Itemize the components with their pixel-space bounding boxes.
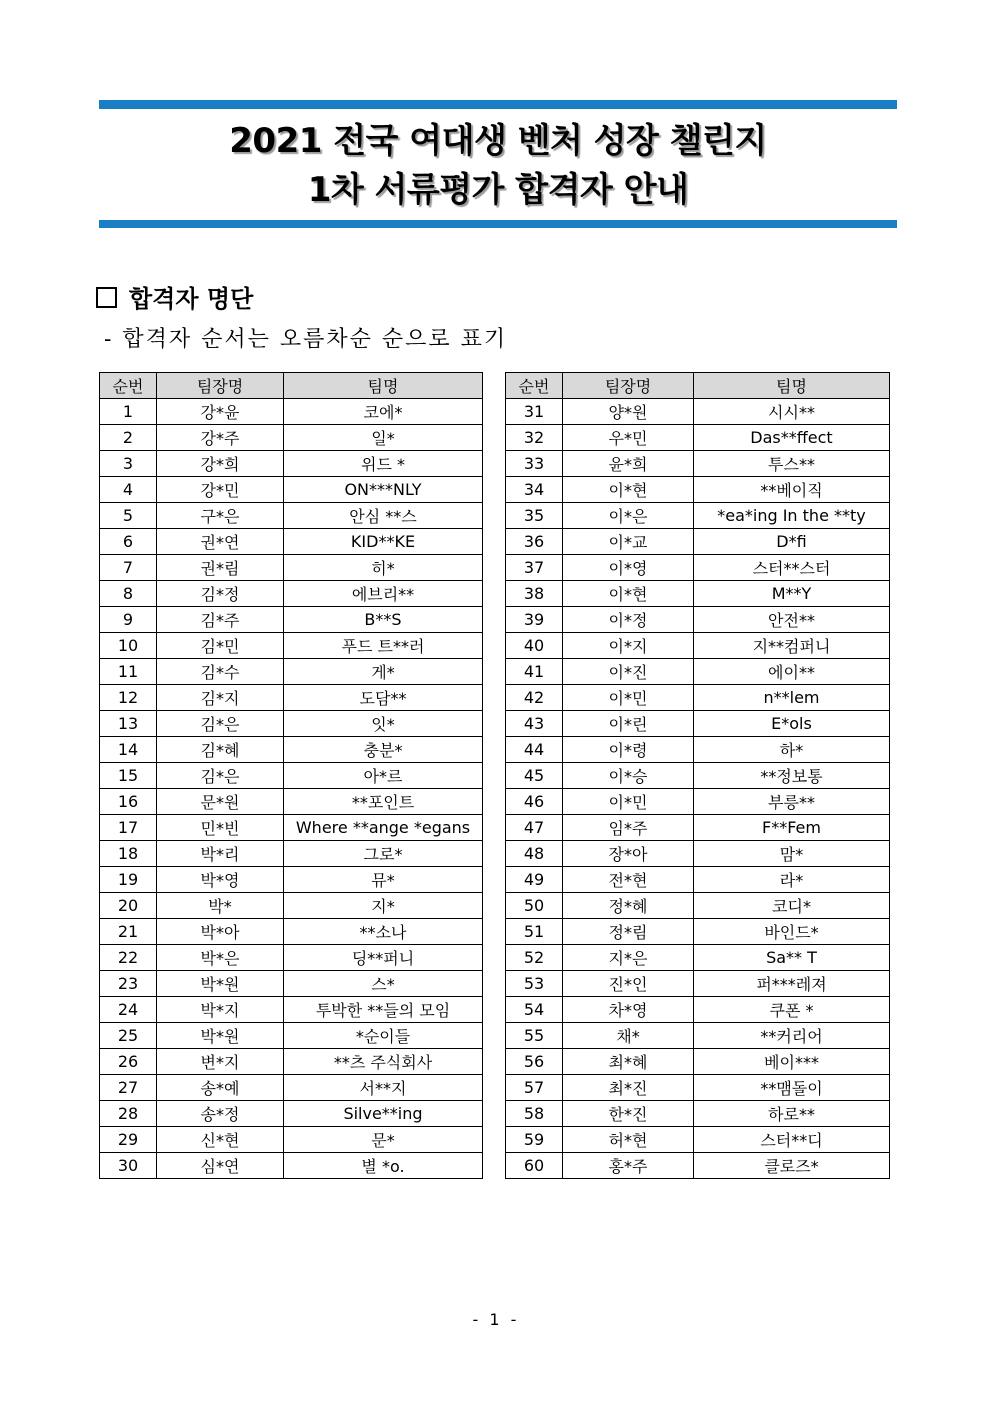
cell-leader-name: 이*지 <box>563 633 694 659</box>
cell-team-name: 문* <box>284 1127 483 1153</box>
cell-number: 3 <box>100 451 157 477</box>
cell-leader-name: 박*원 <box>157 1023 284 1049</box>
cell-leader-name: 임*주 <box>563 815 694 841</box>
cell-number: 59 <box>506 1127 563 1153</box>
cell-team-name: 라* <box>694 867 890 893</box>
table-row <box>100 711 483 737</box>
cell-leader-name: 김*지 <box>157 685 284 711</box>
cell-team-name: M**Y <box>694 581 890 607</box>
cell-leader-name: 이*교 <box>563 529 694 555</box>
table-row <box>506 971 890 997</box>
cell-number: 18 <box>100 841 157 867</box>
cell-team-name: 에이** <box>694 659 890 685</box>
cell-leader-name: 이*현 <box>563 581 694 607</box>
cell-team-name: 별 *o. <box>284 1153 483 1179</box>
cell-number: 27 <box>100 1075 157 1101</box>
cell-team-name: 안전** <box>694 607 890 633</box>
table-row <box>506 529 890 555</box>
cell-team-name: B**S <box>284 607 483 633</box>
cell-team-name: Das**ffect <box>694 425 890 451</box>
table-row <box>100 867 483 893</box>
cell-team-name: **커리어 <box>694 1023 890 1049</box>
title-rule-top <box>99 100 897 109</box>
cell-number: 33 <box>506 451 563 477</box>
title-rule-bottom <box>99 220 897 228</box>
table-row <box>506 451 890 477</box>
table-row <box>506 1153 890 1179</box>
cell-number: 57 <box>506 1075 563 1101</box>
cell-number: 48 <box>506 841 563 867</box>
cell-leader-name: 이*영 <box>563 555 694 581</box>
cell-team-name: **베이직 <box>694 477 890 503</box>
table-row <box>100 555 483 581</box>
cell-leader-name: 윤*희 <box>563 451 694 477</box>
cell-number: 43 <box>506 711 563 737</box>
cell-number: 6 <box>100 529 157 555</box>
table-row <box>100 1153 483 1179</box>
table-header-row <box>506 373 890 399</box>
cell-number: 36 <box>506 529 563 555</box>
header-leader: 팀장명 <box>157 373 284 399</box>
table-row <box>100 529 483 555</box>
table-row <box>100 503 483 529</box>
cell-number: 35 <box>506 503 563 529</box>
table-row <box>100 451 483 477</box>
table-row <box>100 1075 483 1101</box>
cell-leader-name: 이*령 <box>563 737 694 763</box>
cell-team-name: *ea*ing In the **ty <box>694 503 890 529</box>
table-row <box>506 1049 890 1075</box>
cell-leader-name: 김*주 <box>157 607 284 633</box>
cell-team-name: 뮤* <box>284 867 483 893</box>
cell-team-name: 지* <box>284 893 483 919</box>
cell-team-name: **츠 주식회사 <box>284 1049 483 1075</box>
cell-number: 29 <box>100 1127 157 1153</box>
cell-number: 9 <box>100 607 157 633</box>
cell-number: 8 <box>100 581 157 607</box>
cell-number: 21 <box>100 919 157 945</box>
table-row <box>506 399 890 425</box>
cell-team-name: 푸드 트**러 <box>284 633 483 659</box>
cell-number: 10 <box>100 633 157 659</box>
cell-leader-name: 박*리 <box>157 841 284 867</box>
cell-number: 20 <box>100 893 157 919</box>
cell-number: 49 <box>506 867 563 893</box>
table-row <box>100 633 483 659</box>
table-row <box>100 997 483 1023</box>
cell-leader-name: 김*은 <box>157 711 284 737</box>
cell-team-name: 퍼***레져 <box>694 971 890 997</box>
page-title-line2: 1차 서류평가 합격자 안내 <box>307 170 689 210</box>
cell-leader-name: 박*지 <box>157 997 284 1023</box>
cell-leader-name: 이*민 <box>563 789 694 815</box>
table-row <box>506 867 890 893</box>
cell-team-name: F**Fem <box>694 815 890 841</box>
cell-number: 55 <box>506 1023 563 1049</box>
cell-number: 12 <box>100 685 157 711</box>
page-number: - 1 - <box>472 1310 520 1329</box>
cell-number: 17 <box>100 815 157 841</box>
roster-table-left <box>99 372 483 1179</box>
cell-leader-name: 송*정 <box>157 1101 284 1127</box>
cell-leader-name: 정*혜 <box>563 893 694 919</box>
cell-team-name: 쿠폰 * <box>694 997 890 1023</box>
cell-leader-name: 송*예 <box>157 1075 284 1101</box>
table-row <box>100 1049 483 1075</box>
cell-leader-name: 민*빈 <box>157 815 284 841</box>
cell-number: 15 <box>100 763 157 789</box>
table-row <box>506 477 890 503</box>
cell-number: 5 <box>100 503 157 529</box>
header-team: 팀명 <box>284 373 483 399</box>
table-row <box>506 919 890 945</box>
cell-leader-name: 전*현 <box>563 867 694 893</box>
cell-team-name: 코에* <box>284 399 483 425</box>
cell-leader-name: 최*혜 <box>563 1049 694 1075</box>
cell-team-name: Sa** T <box>694 945 890 971</box>
table-row <box>100 425 483 451</box>
cell-team-name: 딩**퍼니 <box>284 945 483 971</box>
table-row <box>506 633 890 659</box>
table-row <box>506 425 890 451</box>
cell-number: 47 <box>506 815 563 841</box>
cell-number: 50 <box>506 893 563 919</box>
cell-leader-name: 정*림 <box>563 919 694 945</box>
table-row <box>506 789 890 815</box>
table-row <box>506 607 890 633</box>
cell-leader-name: 우*민 <box>563 425 694 451</box>
table-row <box>506 1023 890 1049</box>
cell-team-name: 일* <box>284 425 483 451</box>
cell-number: 24 <box>100 997 157 1023</box>
cell-team-name: 바인드* <box>694 919 890 945</box>
cell-number: 4 <box>100 477 157 503</box>
table-row <box>506 737 890 763</box>
cell-leader-name: 이*은 <box>563 503 694 529</box>
cell-leader-name: 채* <box>563 1023 694 1049</box>
cell-number: 22 <box>100 945 157 971</box>
cell-number: 2 <box>100 425 157 451</box>
table-row <box>506 659 890 685</box>
table-row <box>506 555 890 581</box>
cell-team-name: Where **ange *egans <box>284 815 483 841</box>
cell-leader-name: 양*원 <box>563 399 694 425</box>
table-row <box>100 659 483 685</box>
cell-team-name: 스터**스터 <box>694 555 890 581</box>
page-title-line1: 2021 전국 여대생 벤처 성장 챌린지 <box>229 121 767 161</box>
cell-leader-name: 최*진 <box>563 1075 694 1101</box>
cell-team-name: *순이들 <box>284 1023 483 1049</box>
cell-number: 60 <box>506 1153 563 1179</box>
cell-team-name: 게* <box>284 659 483 685</box>
cell-number: 11 <box>100 659 157 685</box>
cell-team-name: ON***NLY <box>284 477 483 503</box>
cell-number: 46 <box>506 789 563 815</box>
cell-team-name: 시시** <box>694 399 890 425</box>
table-row <box>506 1127 890 1153</box>
checkbox-square-icon <box>96 287 117 308</box>
cell-leader-name: 김*수 <box>157 659 284 685</box>
cell-team-name: 안심 **스 <box>284 503 483 529</box>
section-heading <box>96 282 253 316</box>
cell-team-name: 아*르 <box>284 763 483 789</box>
cell-team-name: 하* <box>694 737 890 763</box>
cell-leader-name: 지*은 <box>563 945 694 971</box>
cell-team-name: KID**KE <box>284 529 483 555</box>
cell-number: 54 <box>506 997 563 1023</box>
cell-number: 51 <box>506 919 563 945</box>
cell-team-name: E*ols <box>694 711 890 737</box>
cell-team-name: 충분* <box>284 737 483 763</box>
cell-leader-name: 강*민 <box>157 477 284 503</box>
cell-number: 13 <box>100 711 157 737</box>
cell-number: 45 <box>506 763 563 789</box>
cell-number: 52 <box>506 945 563 971</box>
table-row <box>100 607 483 633</box>
table-row <box>506 893 890 919</box>
table-row <box>100 815 483 841</box>
cell-leader-name: 허*현 <box>563 1127 694 1153</box>
table-row <box>506 685 890 711</box>
cell-team-name: **소나 <box>284 919 483 945</box>
cell-leader-name: 장*아 <box>563 841 694 867</box>
cell-team-name: 그로* <box>284 841 483 867</box>
header-team: 팀명 <box>694 373 890 399</box>
table-row <box>506 945 890 971</box>
cell-team-name: 스* <box>284 971 483 997</box>
cell-team-name: 에브리** <box>284 581 483 607</box>
cell-number: 41 <box>506 659 563 685</box>
cell-leader-name: 박*은 <box>157 945 284 971</box>
cell-team-name: D*fi <box>694 529 890 555</box>
cell-number: 37 <box>506 555 563 581</box>
table-row <box>506 841 890 867</box>
cell-team-name: 도담** <box>284 685 483 711</box>
cell-team-name: 지**컴퍼니 <box>694 633 890 659</box>
cell-team-name: **정보통 <box>694 763 890 789</box>
cell-number: 58 <box>506 1101 563 1127</box>
cell-leader-name: 이*진 <box>563 659 694 685</box>
table-row <box>506 1075 890 1101</box>
table-row <box>100 1023 483 1049</box>
cell-team-name: 하로** <box>694 1101 890 1127</box>
table-header-row <box>100 373 483 399</box>
cell-leader-name: 차*영 <box>563 997 694 1023</box>
cell-leader-name: 심*연 <box>157 1153 284 1179</box>
cell-leader-name: 박*영 <box>157 867 284 893</box>
table-row <box>100 1127 483 1153</box>
cell-leader-name: 한*진 <box>563 1101 694 1127</box>
table-row <box>100 477 483 503</box>
cell-leader-name: 이*현 <box>563 477 694 503</box>
cell-leader-name: 박*아 <box>157 919 284 945</box>
table-row <box>100 841 483 867</box>
cell-leader-name: 진*인 <box>563 971 694 997</box>
cell-leader-name: 구*은 <box>157 503 284 529</box>
table-row <box>506 711 890 737</box>
table-row <box>506 503 890 529</box>
table-row <box>506 815 890 841</box>
cell-team-name: 위드 * <box>284 451 483 477</box>
cell-number: 30 <box>100 1153 157 1179</box>
header-number: 순번 <box>506 373 563 399</box>
table-row <box>100 763 483 789</box>
cell-leader-name: 강*희 <box>157 451 284 477</box>
cell-leader-name: 강*주 <box>157 425 284 451</box>
cell-number: 56 <box>506 1049 563 1075</box>
cell-leader-name: 김*은 <box>157 763 284 789</box>
cell-team-name: 베이*** <box>694 1049 890 1075</box>
cell-number: 32 <box>506 425 563 451</box>
cell-leader-name: 박*원 <box>157 971 284 997</box>
cell-team-name: 히* <box>284 555 483 581</box>
cell-number: 38 <box>506 581 563 607</box>
table-row <box>100 971 483 997</box>
cell-team-name: n**lem <box>694 685 890 711</box>
cell-team-name: 서**지 <box>284 1075 483 1101</box>
header-number: 순번 <box>100 373 157 399</box>
roster-table-right <box>505 372 890 1179</box>
cell-team-name: **맴돌이 <box>694 1075 890 1101</box>
cell-team-name: 스터**디 <box>694 1127 890 1153</box>
cell-leader-name: 권*연 <box>157 529 284 555</box>
cell-leader-name: 김*혜 <box>157 737 284 763</box>
table-row <box>100 737 483 763</box>
cell-leader-name: 이*승 <box>563 763 694 789</box>
cell-number: 40 <box>506 633 563 659</box>
table-row <box>506 1101 890 1127</box>
cell-team-name: 부릉** <box>694 789 890 815</box>
cell-leader-name: 홍*주 <box>563 1153 694 1179</box>
cell-number: 14 <box>100 737 157 763</box>
cell-number: 39 <box>506 607 563 633</box>
cell-team-name: Silve**ing <box>284 1101 483 1127</box>
cell-leader-name: 김*정 <box>157 581 284 607</box>
cell-leader-name: 김*민 <box>157 633 284 659</box>
cell-leader-name: 문*원 <box>157 789 284 815</box>
table-row <box>100 945 483 971</box>
cell-number: 44 <box>506 737 563 763</box>
cell-number: 34 <box>506 477 563 503</box>
table-row <box>100 685 483 711</box>
table-row <box>100 1101 483 1127</box>
cell-number: 26 <box>100 1049 157 1075</box>
cell-team-name: **포인트 <box>284 789 483 815</box>
cell-number: 16 <box>100 789 157 815</box>
cell-number: 31 <box>506 399 563 425</box>
table-row <box>100 399 483 425</box>
sort-order-note: - 합격자 순서는 오름차순 순으로 표기 <box>104 327 508 352</box>
cell-number: 42 <box>506 685 563 711</box>
cell-leader-name: 강*윤 <box>157 399 284 425</box>
cell-team-name: 투박한 **들의 모임 <box>284 997 483 1023</box>
cell-leader-name: 이*정 <box>563 607 694 633</box>
table-row <box>100 919 483 945</box>
table-row <box>100 893 483 919</box>
cell-number: 1 <box>100 399 157 425</box>
cell-leader-name: 변*지 <box>157 1049 284 1075</box>
cell-leader-name: 이*린 <box>563 711 694 737</box>
table-row <box>506 997 890 1023</box>
cell-number: 19 <box>100 867 157 893</box>
table-row <box>100 789 483 815</box>
cell-leader-name: 권*림 <box>157 555 284 581</box>
cell-number: 53 <box>506 971 563 997</box>
section-heading-text: 합격자 명단 <box>129 285 254 313</box>
table-row <box>506 581 890 607</box>
cell-team-name: 코디* <box>694 893 890 919</box>
cell-number: 23 <box>100 971 157 997</box>
cell-team-name: 맘* <box>694 841 890 867</box>
cell-team-name: 투스** <box>694 451 890 477</box>
cell-number: 25 <box>100 1023 157 1049</box>
cell-number: 28 <box>100 1101 157 1127</box>
cell-leader-name: 신*현 <box>157 1127 284 1153</box>
table-row <box>100 581 483 607</box>
cell-number: 7 <box>100 555 157 581</box>
header-leader: 팀장명 <box>563 373 694 399</box>
cell-team-name: 잇* <box>284 711 483 737</box>
cell-leader-name: 이*민 <box>563 685 694 711</box>
table-row <box>506 763 890 789</box>
cell-leader-name: 박* <box>157 893 284 919</box>
cell-team-name: 클로즈* <box>694 1153 890 1179</box>
